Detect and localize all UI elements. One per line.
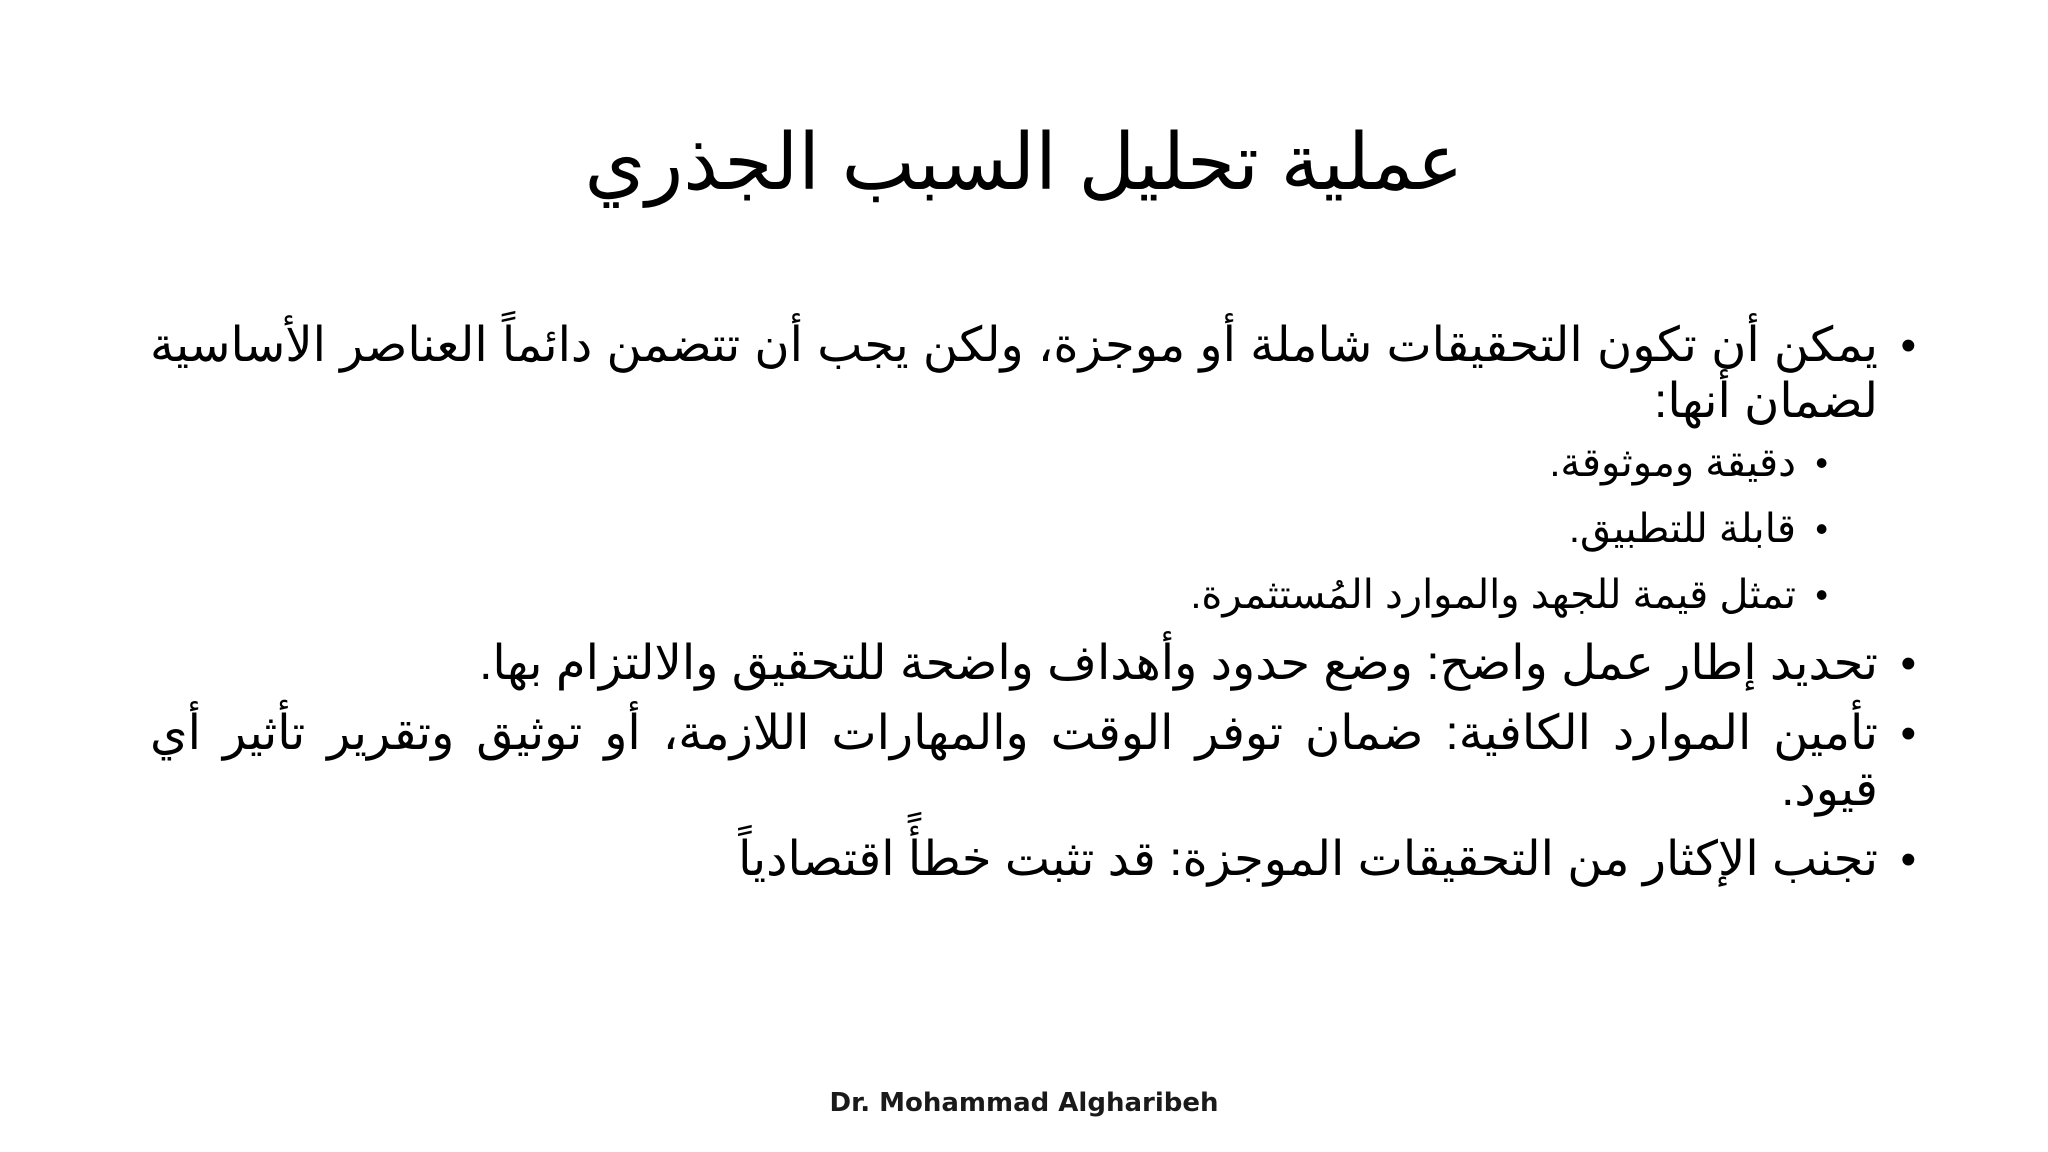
bullet-text: يمكن أن تكون التحقيقات شاملة أو موجزة، ولكن يجب أن تتضمن دائماً العناصر الأساسية لضمان أنها:: [150, 319, 1878, 428]
sub-bullet-item: • تمثل قيمة للجهد والموارد المُستثمرة.: [150, 568, 1826, 622]
slide-title: عملية تحليل السبب الجذري: [584, 118, 1464, 206]
bullet-text: تحديد إطار عمل واضح: وضع حدود وأهداف واضحة للتحقيق والالتزام بها.: [479, 637, 1878, 690]
sub-bullet-item: • قابلة للتطبيق.: [150, 502, 1826, 556]
footer-author: Dr. Mohammad Algharibeh: [829, 1088, 1219, 1118]
slide-content: [150, 318, 1910, 902]
sub-bullet-item: • دقيقة وموثوقة.: [150, 436, 1826, 490]
bullet-item: [150, 832, 1910, 888]
bullet-text: تجنب الإكثار من التحقيقات الموجزة: قد تثبت خطأً اقتصادياً: [738, 833, 1878, 886]
bullet-text: تأمين الموارد الكافية: ضمان توفر الوقت والمهارات اللازمة، أو توثيق وتقرير تأثير أي قيود.: [150, 707, 1878, 816]
sub-bullet-list: [150, 436, 1878, 622]
bullet-item: [150, 706, 1910, 818]
bullet-item: [150, 636, 1910, 692]
bullet-list: [150, 318, 1910, 888]
bullet-item: [150, 318, 1910, 622]
